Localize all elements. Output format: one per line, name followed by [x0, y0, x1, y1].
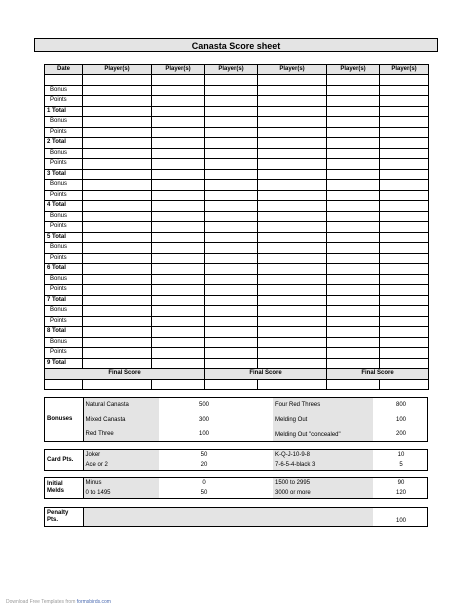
- score-cell[interactable]: [380, 295, 429, 306]
- round-label: 7 Total: [45, 295, 83, 306]
- score-cell[interactable]: [83, 337, 152, 348]
- bonus-value: 100: [198, 431, 209, 437]
- score-cell[interactable]: [152, 180, 205, 191]
- round-row: [45, 180, 429, 191]
- score-cell[interactable]: [258, 306, 327, 317]
- score-cell[interactable]: [205, 201, 258, 212]
- score-cell[interactable]: [205, 232, 258, 243]
- round-row: [45, 106, 429, 117]
- final-score-cell[interactable]: [83, 379, 152, 390]
- score-cell[interactable]: [83, 127, 152, 138]
- score-cell[interactable]: [152, 264, 205, 275]
- score-cell[interactable]: [152, 253, 205, 264]
- score-cell[interactable]: [327, 243, 380, 254]
- score-cell[interactable]: [205, 222, 258, 233]
- round-row: [45, 222, 429, 233]
- score-table: [44, 64, 429, 390]
- footer-text: Download Free Templates from: [6, 599, 77, 605]
- score-cell[interactable]: [83, 117, 152, 128]
- score-cell[interactable]: [83, 295, 152, 306]
- round-row: [45, 306, 429, 317]
- score-cell[interactable]: [380, 180, 429, 191]
- score-cell[interactable]: [327, 148, 380, 159]
- penalty-box: [44, 507, 428, 527]
- score-cell[interactable]: [327, 274, 380, 285]
- score-cell[interactable]: [380, 274, 429, 285]
- round-label: Bonus: [45, 306, 83, 317]
- final-score-label: Final Score: [205, 369, 327, 380]
- score-cell[interactable]: [327, 295, 380, 306]
- round-label: Bonus: [45, 274, 83, 285]
- score-cell[interactable]: [83, 306, 152, 317]
- card-name: Ace or 2: [83, 460, 159, 470]
- score-cell[interactable]: [152, 222, 205, 233]
- score-cell[interactable]: [327, 96, 380, 107]
- player-header: Player(s): [205, 65, 258, 75]
- bonus-name: Four Red Threes: [273, 398, 373, 412]
- score-cell[interactable]: [152, 201, 205, 212]
- meld-name: 0 to 1495: [83, 488, 159, 498]
- score-cell[interactable]: [83, 243, 152, 254]
- penalty-value: 100: [395, 518, 406, 524]
- score-cell[interactable]: [380, 138, 429, 149]
- round-label: Points: [45, 96, 83, 107]
- round-label: 2 Total: [45, 138, 83, 149]
- score-cell[interactable]: [205, 253, 258, 264]
- card-value: 5: [399, 461, 403, 468]
- round-label: 4 Total: [45, 201, 83, 212]
- final-score-label: Final Score: [45, 369, 205, 380]
- round-row: [45, 285, 429, 296]
- score-cell[interactable]: [258, 232, 327, 243]
- score-cell[interactable]: [327, 264, 380, 275]
- score-cell[interactable]: [258, 180, 327, 191]
- score-cell[interactable]: [83, 201, 152, 212]
- round-row: [45, 190, 429, 201]
- score-cell[interactable]: [83, 148, 152, 159]
- player-header: Player(s): [380, 65, 429, 75]
- bonus-value: 100: [395, 416, 406, 423]
- round-label: Bonus: [45, 243, 83, 254]
- round-label: Points: [45, 127, 83, 138]
- score-cell[interactable]: [327, 201, 380, 212]
- score-cell[interactable]: [205, 243, 258, 254]
- score-cell[interactable]: [327, 222, 380, 233]
- score-cell[interactable]: [83, 85, 152, 96]
- score-cell[interactable]: [205, 211, 258, 222]
- date-row: [45, 75, 429, 86]
- round-row: [45, 85, 429, 96]
- score-cell[interactable]: [327, 327, 380, 338]
- round-row: [45, 169, 429, 180]
- date-cell[interactable]: [45, 75, 83, 86]
- round-label: Points: [45, 253, 83, 264]
- score-cell[interactable]: [152, 243, 205, 254]
- round-label: 8 Total: [45, 327, 83, 338]
- score-cell[interactable]: [258, 285, 327, 296]
- card-points-box: [44, 449, 428, 471]
- score-cell[interactable]: [152, 306, 205, 317]
- score-cell[interactable]: [152, 295, 205, 306]
- score-cell[interactable]: [327, 337, 380, 348]
- round-row: [45, 148, 429, 159]
- round-label: Points: [45, 222, 83, 233]
- final-blank: [45, 379, 83, 390]
- score-cell[interactable]: [152, 190, 205, 201]
- score-cell[interactable]: [152, 75, 205, 86]
- round-label: Bonus: [45, 85, 83, 96]
- bonus-value: 200: [395, 431, 406, 437]
- round-row: [45, 201, 429, 212]
- round-label: Points: [45, 348, 83, 359]
- round-row: [45, 138, 429, 149]
- score-cell[interactable]: [205, 190, 258, 201]
- score-cell[interactable]: [327, 138, 380, 149]
- score-cell[interactable]: [258, 348, 327, 359]
- final-score-row: [45, 369, 429, 380]
- score-cell[interactable]: [83, 180, 152, 191]
- score-cell[interactable]: [83, 348, 152, 359]
- score-cell[interactable]: [152, 96, 205, 107]
- score-cell[interactable]: [380, 127, 429, 138]
- bonuses-box: [44, 397, 428, 442]
- page-title: Canasta Score sheet: [34, 38, 438, 52]
- player-header: Player(s): [152, 65, 205, 75]
- bonus-name: Melding Out: [273, 412, 373, 428]
- score-cell[interactable]: [327, 253, 380, 264]
- score-cell[interactable]: [380, 169, 429, 180]
- score-cell[interactable]: [258, 211, 327, 222]
- final-score-values-row: [45, 379, 429, 390]
- score-cell[interactable]: [152, 169, 205, 180]
- round-row: [45, 243, 429, 254]
- initial-melds-box: [44, 477, 428, 499]
- bonus-name: Natural Canasta: [83, 398, 159, 412]
- score-cell[interactable]: [83, 285, 152, 296]
- footer: [6, 599, 111, 605]
- player-header: Player(s): [327, 65, 380, 75]
- score-cell[interactable]: [327, 169, 380, 180]
- meld-name: 1500 to 2995: [273, 478, 373, 488]
- round-row: [45, 264, 429, 275]
- score-cell[interactable]: [205, 180, 258, 191]
- score-cell[interactable]: [258, 127, 327, 138]
- final-score-cell[interactable]: [152, 379, 205, 390]
- score-cell[interactable]: [83, 232, 152, 243]
- score-cell[interactable]: [258, 75, 327, 86]
- score-cell[interactable]: [205, 169, 258, 180]
- score-cell[interactable]: [152, 337, 205, 348]
- bonus-name: Melding Out "concealed": [273, 428, 373, 441]
- score-cell[interactable]: [380, 96, 429, 107]
- score-cell[interactable]: [327, 348, 380, 359]
- score-cell[interactable]: [258, 190, 327, 201]
- date-header: Date: [45, 65, 83, 75]
- score-cell[interactable]: [380, 85, 429, 96]
- round-row: [45, 274, 429, 285]
- score-cell[interactable]: [152, 106, 205, 117]
- round-row: [45, 96, 429, 107]
- score-cell[interactable]: [205, 295, 258, 306]
- score-cell[interactable]: [205, 327, 258, 338]
- score-cell[interactable]: [380, 243, 429, 254]
- round-label: Points: [45, 316, 83, 327]
- meld-name: Minus: [83, 478, 159, 488]
- card-value: 10: [397, 451, 405, 458]
- score-cell[interactable]: [205, 274, 258, 285]
- score-cell[interactable]: [327, 127, 380, 138]
- score-cell[interactable]: [327, 85, 380, 96]
- score-cell[interactable]: [327, 285, 380, 296]
- meld-value: 120: [395, 489, 406, 496]
- score-cell[interactable]: [258, 159, 327, 170]
- score-cell[interactable]: [258, 274, 327, 285]
- score-cell[interactable]: [327, 211, 380, 222]
- score-cell[interactable]: [380, 201, 429, 212]
- score-cell[interactable]: [83, 211, 152, 222]
- round-label: 9 Total: [45, 358, 83, 369]
- score-cell[interactable]: [258, 358, 327, 369]
- round-row: [45, 348, 429, 359]
- score-cell[interactable]: [205, 306, 258, 317]
- score-cell[interactable]: [258, 243, 327, 254]
- round-row: [45, 253, 429, 264]
- score-cell[interactable]: [327, 232, 380, 243]
- score-cell[interactable]: [380, 316, 429, 327]
- score-cell[interactable]: [205, 85, 258, 96]
- footer-link[interactable]: formsbirds.com: [76, 599, 111, 605]
- round-label: Points: [45, 190, 83, 201]
- round-label: Bonus: [45, 337, 83, 348]
- penalty-label: Penalty Pts.: [45, 508, 83, 526]
- round-label: Bonus: [45, 148, 83, 159]
- final-score-cell[interactable]: [258, 379, 327, 390]
- score-cell[interactable]: [258, 169, 327, 180]
- meld-value: 90: [397, 479, 405, 486]
- round-label: 5 Total: [45, 232, 83, 243]
- score-cell[interactable]: [83, 327, 152, 338]
- score-cell[interactable]: [205, 106, 258, 117]
- score-cell[interactable]: [380, 285, 429, 296]
- score-cell[interactable]: [83, 106, 152, 117]
- score-cell[interactable]: [152, 348, 205, 359]
- score-cell[interactable]: [152, 274, 205, 285]
- score-cell[interactable]: [380, 117, 429, 128]
- score-cell[interactable]: [152, 316, 205, 327]
- meld-name: 3000 or more: [273, 488, 373, 498]
- bonus-value: 300: [198, 416, 209, 423]
- score-cell[interactable]: [152, 211, 205, 222]
- score-cell[interactable]: [258, 85, 327, 96]
- score-cell[interactable]: [205, 127, 258, 138]
- score-cell[interactable]: [327, 180, 380, 191]
- score-cell[interactable]: [205, 348, 258, 359]
- score-cell[interactable]: [205, 159, 258, 170]
- score-cell[interactable]: [380, 106, 429, 117]
- score-cell[interactable]: [258, 264, 327, 275]
- bonus-name: Red Three: [83, 428, 159, 441]
- score-cell[interactable]: [83, 264, 152, 275]
- final-score-cell[interactable]: [327, 379, 380, 390]
- round-label: Bonus: [45, 211, 83, 222]
- round-row: [45, 211, 429, 222]
- score-cell[interactable]: [327, 159, 380, 170]
- round-row: [45, 358, 429, 369]
- round-label: Points: [45, 285, 83, 296]
- round-row: [45, 232, 429, 243]
- score-cell[interactable]: [380, 337, 429, 348]
- score-cell[interactable]: [205, 96, 258, 107]
- score-cell[interactable]: [205, 138, 258, 149]
- score-cell[interactable]: [152, 127, 205, 138]
- score-cell[interactable]: [327, 106, 380, 117]
- final-score-cell[interactable]: [205, 379, 258, 390]
- score-cell[interactable]: [327, 190, 380, 201]
- score-cell[interactable]: [258, 316, 327, 327]
- round-row: [45, 159, 429, 170]
- score-cell[interactable]: [83, 222, 152, 233]
- score-cell[interactable]: [83, 75, 152, 86]
- card-value: 20: [200, 461, 208, 468]
- score-cell[interactable]: [380, 306, 429, 317]
- round-row: [45, 295, 429, 306]
- score-cell[interactable]: [152, 358, 205, 369]
- score-cell[interactable]: [83, 159, 152, 170]
- meld-value: 0: [202, 479, 206, 486]
- score-cell[interactable]: [152, 138, 205, 149]
- score-cell[interactable]: [152, 85, 205, 96]
- score-cell[interactable]: [380, 253, 429, 264]
- final-score-label: Final Score: [327, 369, 429, 380]
- initial-melds-label: Initial Melds: [45, 478, 83, 498]
- score-cell[interactable]: [152, 117, 205, 128]
- score-cell[interactable]: [83, 190, 152, 201]
- score-cell[interactable]: [380, 222, 429, 233]
- score-cell[interactable]: [205, 148, 258, 159]
- score-cell[interactable]: [258, 106, 327, 117]
- score-cell[interactable]: [258, 327, 327, 338]
- score-cell[interactable]: [83, 253, 152, 264]
- bonus-name: Mixed Canasta: [83, 412, 159, 428]
- score-cell[interactable]: [83, 169, 152, 180]
- bonuses-label: Bonuses: [45, 398, 83, 441]
- score-cell[interactable]: [380, 211, 429, 222]
- card-value: 50: [200, 451, 208, 458]
- score-cell[interactable]: [258, 96, 327, 107]
- score-cell[interactable]: [83, 96, 152, 107]
- score-cell[interactable]: [205, 316, 258, 327]
- round-row: [45, 117, 429, 128]
- card-points-label: Card Pts.: [45, 450, 83, 470]
- score-cell[interactable]: [152, 327, 205, 338]
- score-cell[interactable]: [258, 337, 327, 348]
- score-cell[interactable]: [380, 327, 429, 338]
- score-cell[interactable]: [152, 159, 205, 170]
- score-cell[interactable]: [258, 201, 327, 212]
- score-cell[interactable]: [258, 295, 327, 306]
- score-cell[interactable]: [205, 117, 258, 128]
- bonus-value: 500: [198, 401, 209, 408]
- round-label: 3 Total: [45, 169, 83, 180]
- score-cell[interactable]: [205, 75, 258, 86]
- round-row: [45, 316, 429, 327]
- score-cell[interactable]: [205, 264, 258, 275]
- score-cell[interactable]: [380, 190, 429, 201]
- score-cell[interactable]: [380, 264, 429, 275]
- score-cell[interactable]: [327, 306, 380, 317]
- score-cell[interactable]: [327, 75, 380, 86]
- score-cell[interactable]: [83, 274, 152, 285]
- card-name: K-Q-J-10-9-8: [273, 450, 373, 460]
- score-cell[interactable]: [83, 316, 152, 327]
- score-cell[interactable]: [380, 232, 429, 243]
- score-cell[interactable]: [258, 138, 327, 149]
- round-row: [45, 127, 429, 138]
- card-name: 7-6-5-4-black 3: [273, 460, 373, 470]
- score-cell[interactable]: [258, 222, 327, 233]
- round-label: 6 Total: [45, 264, 83, 275]
- score-cell[interactable]: [258, 148, 327, 159]
- final-score-cell[interactable]: [380, 379, 429, 390]
- round-row: [45, 337, 429, 348]
- score-cell[interactable]: [258, 253, 327, 264]
- score-cell[interactable]: [152, 285, 205, 296]
- score-cell[interactable]: [380, 358, 429, 369]
- round-label: Points: [45, 159, 83, 170]
- score-cell[interactable]: [205, 337, 258, 348]
- player-header: Player(s): [258, 65, 327, 75]
- score-cell[interactable]: [83, 358, 152, 369]
- round-label: Bonus: [45, 180, 83, 191]
- header-row: [45, 65, 429, 75]
- score-cell[interactable]: [152, 232, 205, 243]
- player-header: Player(s): [83, 65, 152, 75]
- round-label: Bonus: [45, 117, 83, 128]
- bonus-value: 800: [395, 401, 406, 408]
- round-row: [45, 327, 429, 338]
- score-cell[interactable]: [83, 138, 152, 149]
- score-cell[interactable]: [258, 117, 327, 128]
- round-label: 1 Total: [45, 106, 83, 117]
- score-cell[interactable]: [205, 285, 258, 296]
- score-cell[interactable]: [152, 148, 205, 159]
- score-cell[interactable]: [380, 348, 429, 359]
- card-name: Joker: [83, 450, 159, 460]
- score-cell[interactable]: [327, 358, 380, 369]
- score-cell[interactable]: [327, 117, 380, 128]
- score-cell[interactable]: [205, 358, 258, 369]
- score-cell[interactable]: [327, 316, 380, 327]
- score-cell[interactable]: [380, 75, 429, 86]
- score-cell[interactable]: [380, 148, 429, 159]
- score-cell[interactable]: [380, 159, 429, 170]
- meld-value: 50: [200, 489, 208, 496]
